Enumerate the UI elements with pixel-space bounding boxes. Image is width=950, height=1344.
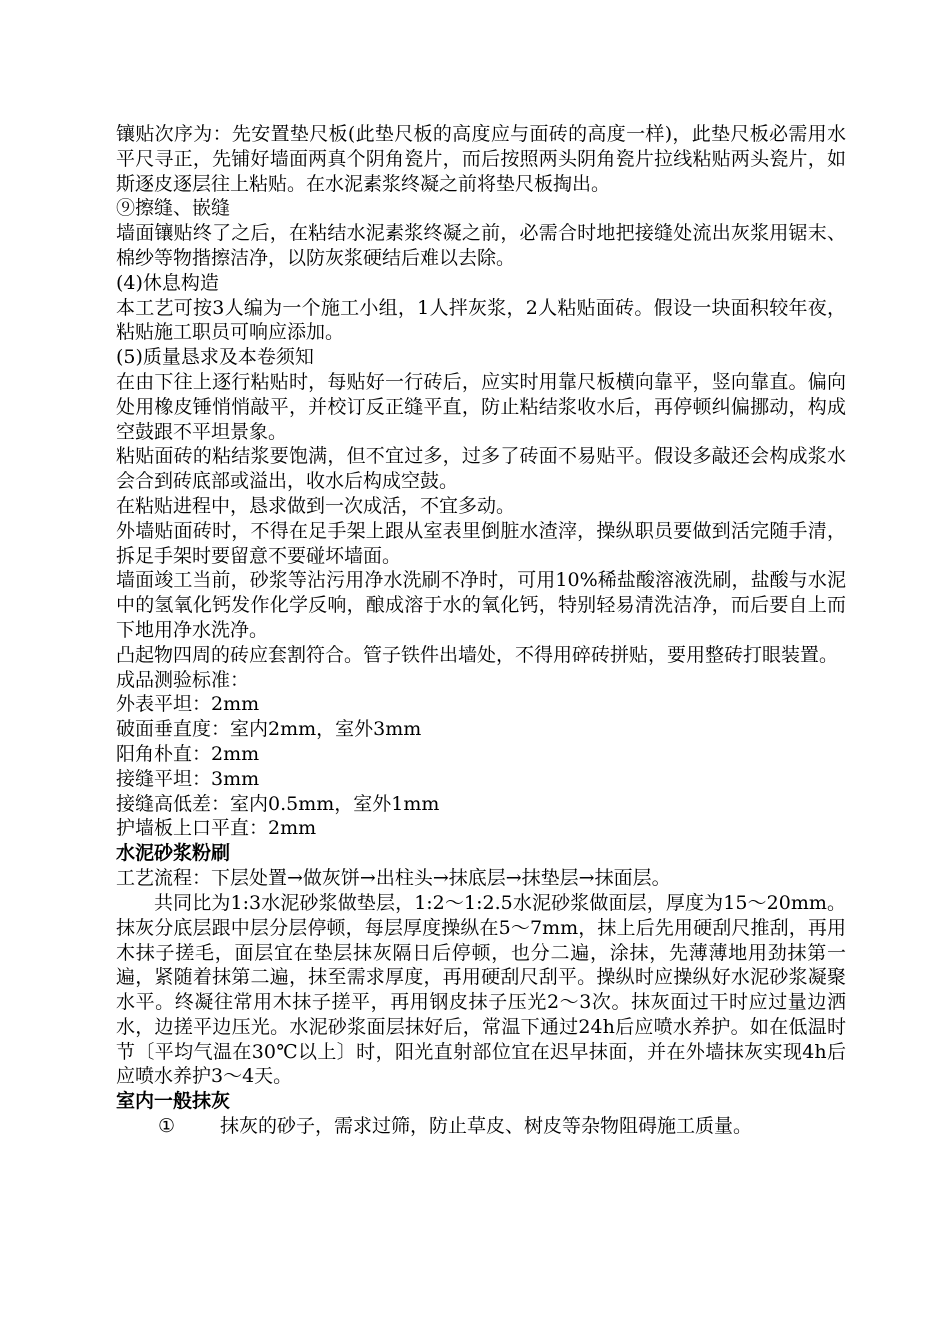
body-paragraph: 接缝高低差：室内0.5mm，室外1mm <box>116 792 440 815</box>
section-heading-interior-plaster: 室内一般抹灰 <box>116 1090 231 1113</box>
list-item <box>116 1114 846 1139</box>
body-paragraph: (4)休息构造 <box>116 271 219 294</box>
body-paragraph: 破面垂直度：室内2mm，室外3mm <box>116 718 422 741</box>
document-page <box>116 122 846 1139</box>
body-paragraph: 外墙贴面砖时，不得在足手架上跟从室表里倒脏水渣滓，操纵职员要做到活完随手清，拆足手架时要留意不要碰坏墙面。 <box>116 519 846 567</box>
body-paragraph: 阳角朴直：2mm <box>116 742 260 765</box>
body-paragraph: 本工艺可按3人编为一个施工小组，1人拌灰浆，2人粘贴面砖。假设一块面积较年夜，粘贴施工职员可响应添加。 <box>116 296 846 344</box>
list-item-text: 抹灰的砂子，需求过筛，防止草皮、树皮等杂物阻碍施工质量。 <box>220 1115 753 1138</box>
section-body-text: 共同比为1:3水泥砂浆做垫层，1:2～1:2.5水泥砂浆做面层，厚度为15～20mm。抹灰分底层跟中层分层停顿，每层厚度操纵在5～7mm，抹上后先用硬刮尺推刮，再用木抹子搓毛，面层宜在垫层抹灰隔日后停顿，也分二遍，涂抹，先薄薄地用劲抹第一遍，紧随着抹第二遍，抹至需求厚度，再用硬刮尺刮平。操纵时应操纵好水泥砂浆凝聚水平。终凝往常用木抹子搓平，再用钢皮抹子压光2～3次。抹灰面过干时应过量边洒水，边搓平边压光。水泥砂浆面层抹好后，常温下通过24h后应喷水养护。如在低温时节〔平均气温在30℃以上〕时，阳光直射部位宜在迟早抹面，并在外墙抹灰实现4h后应喷水养护3～4天。 <box>116 891 846 1088</box>
body-paragraph: 墙面竣工当前，砂浆等沾污用净水洗刷不净时，可用10%稀盐酸溶液洗刷，盐酸与水泥中的氢氧化钙发作化学反响，酿成溶于水的氧化钙，特别轻易清洗洁净，而后要自上而下地用净水洗净。 <box>116 569 846 641</box>
body-paragraph: 接缝平坦：3mm <box>116 767 260 790</box>
process-flow-text: 工艺流程：下层处置→做灰饼→出柱头→抹底层→抹垫层→抹面层。 <box>116 867 671 890</box>
body-paragraph: 外表平坦：2mm <box>116 693 260 716</box>
body-paragraph: 墙面镶贴终了之后，在粘结水泥素浆终凝之前，必需合时地把接缝处流出灰浆用锯末、棉纱等物揩擦洁净，以防灰浆硬结后难以去除。 <box>116 222 846 269</box>
body-paragraph: 粘贴面砖的粘结浆要饱满，但不宜过多，过多了砖面不易贴平。假设多敲还会构成浆水会合到砖底部或溢出，收水后构成空鼓。 <box>116 445 846 493</box>
body-paragraph: 镶贴次序为：先安置垫尺板(此垫尺板的高度应与面砖的高度一样)，此垫尺板必需用水平尺寻正，先铺好墙面两真个阴角瓷片，而后按照两头阴角瓷片拉线粘贴两头瓷片，如斯逐皮逐层往上粘贴。在水泥素浆终凝之前将垫尺板掏出。 <box>116 123 846 195</box>
body-paragraphs <box>116 122 846 841</box>
body-paragraph: (5)质量恳求及本卷须知 <box>116 346 314 369</box>
body-paragraph: 成品测验标准： <box>116 668 250 691</box>
body-paragraph: 在由下往上逐行粘贴时，每贴好一行砖后，应实时用靠尺板横向靠平，竖向靠直。偏向处用橡皮锤悄悄敲平，并校订反正缝平直，防止粘结浆收水后，再停顿纠偏挪动，构成空鼓跟不平坦景象。 <box>116 370 846 443</box>
section-heading-cement-mortar: 水泥砂浆粉刷 <box>116 842 231 865</box>
list-item-number: ① <box>158 1115 176 1138</box>
body-paragraph: 护墙板上口平直：2mm <box>116 817 317 840</box>
body-paragraph: 凸起物四周的砖应套割符合。管子铁件出墙处，不得用碎砖拼贴，要用整砖打眼装置。 <box>116 643 839 666</box>
body-paragraph: ⑨擦缝、嵌缝 <box>116 197 231 220</box>
body-paragraph: 在粘贴进程中，恳求做到一次成活，不宜多动。 <box>116 494 516 517</box>
